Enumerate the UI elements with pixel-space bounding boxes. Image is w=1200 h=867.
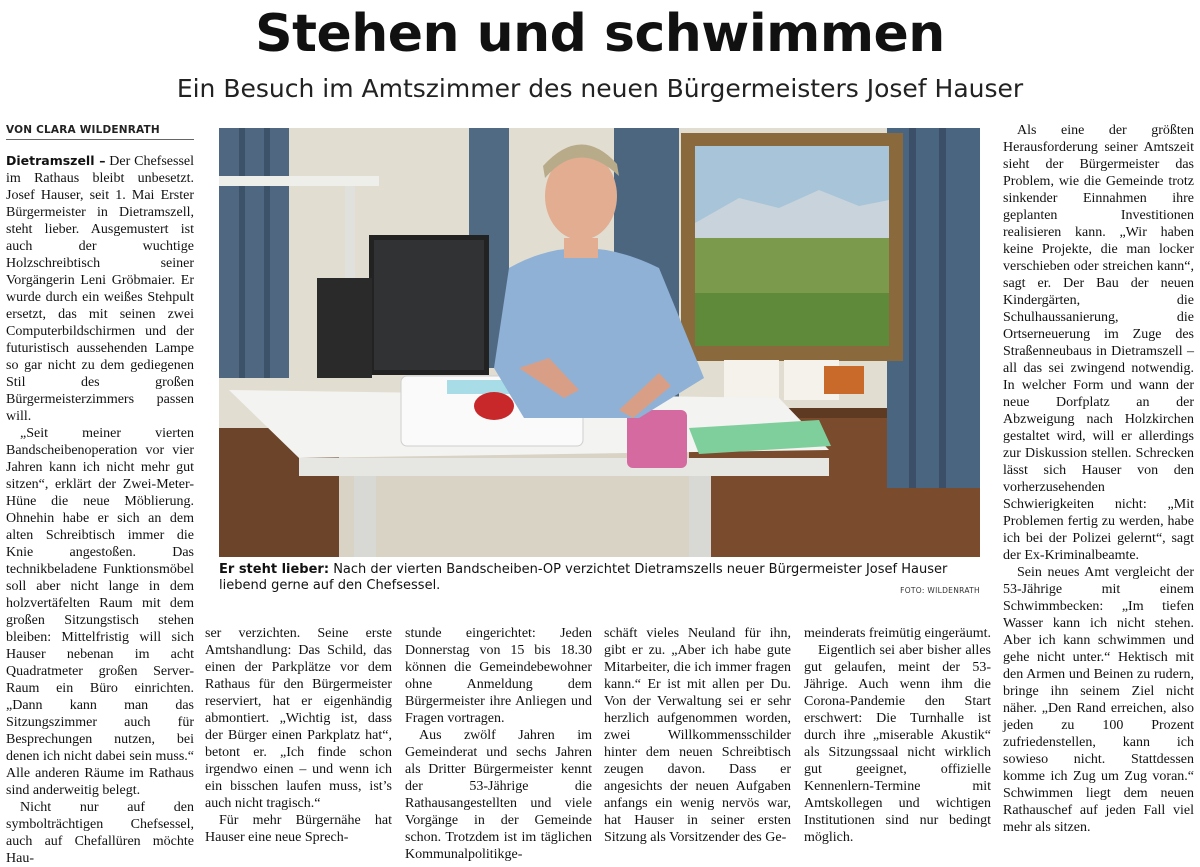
article-column-6 [1003, 122, 1194, 842]
article-paragraph: „Seit meiner vierten Bandscheibenoperation vor vier Jahren kann ich nicht mehr gut sitzen“, erklärt der Zwei-Meter-Hüne die neue Möblierung. Ohnehin habe er sich an dem alten Schreibtisch immer die Knie angestoßen. Das technikbeladene Funktionsmöbel soll aber nicht lange in dem holzvertäfelten Raum mit dem großen Sitzungstisch stehen bleiben: Mittelfristig will sich Hauser nebenan im acht Quadratmeter großen Server-Raum ein Büro einrichten. „Dann kann man das Sitzungszimmer auch für Besprechungen nutzen, bei denen ich nicht dabei sein muss.“ Alle anderen Räume im Rathaus sind anderweitig belegt. [6, 426, 194, 798]
article-paragraph: meinderats freimütig eingeräumt. [804, 626, 991, 641]
article-paragraph: Für mehr Bürgernähe hat Hauser eine neue Sprech- [205, 813, 392, 845]
article-column-2 [205, 625, 392, 845]
article-paragraph: Als eine der größten Herausforderung seiner Amtszeit sieht der Bürgermeister das Problem, wie die Gemeinde trotz sinkender Einnahmen ihre geplanten Investitionen realisieren kann. „Wir haben keine Projekte, die man locker verschieben oder streichen kann“, sagt er. Der Bau der neuen Kindergärten, die Schulhaussanierung, die Ortserneuerung im Zuge des Straßenneubaus in Dietramszell – all das sei zwingend notwendig. In welcher Form und wann der neue Dorfplatz an der Abzweigung nach Holzkirchen gestaltet wird, will er allerdings zur Diskussion stellen. Schrecken lässt sich Hauser von den vorherzusehenden Schwierigkeiten nicht: „Mit Problemen fertig zu werden, habe ich bei der Polizei gelernt“, sagt der Ex-Kriminalbeamte. [1003, 123, 1194, 563]
article-paragraph: schäft vieles Neuland für ihn, gibt er zu. „Aber ich habe gute Mitarbeiter, die ich immer fragen kann.“ Er ist mit allen per Du. Von der Verwaltung sei er sehr herzlich aufgenommen worden, zwei Willkommensschilder hinter dem neuen Schreibtisch zeugen davon. Dass er angesichts der neuen Aufgaben anfangs ein wenig nervös war, hat Hauser in seiner ersten Sitzung als Vorsitzender des Ge- [604, 626, 791, 845]
dateline: Dietramszell – [6, 153, 106, 168]
article-paragraph: Sein neues Amt vergleicht der 53-Jährige mit einem Schwimmbecken: „Im tiefen Wasser kann ich nicht stehen. Aber ich kann schwimmen und gehe nicht unter.“ Hektisch mit den Armen und Beinen zu rudern, bringe ihn seinem Ziel nicht näher. „Den Rand erreichen, also jeden zu 100 Prozent zufriedenstellen, kann ich sowieso nicht. Stattdessen komme ich Zug um Zug voran.“ Schwimmen liegt dem neuen Rathauschef auf jeden Fall viel mehr als sitzen. [1003, 565, 1194, 835]
article-paragraph: Aus zwölf Jahren im Gemeinderat und sechs Jahren als Dritter Bürgermeister kennt der 53-Jährige die Rathausangestellten und viele Vorgänge in der Gemeinde schon. Trotzdem ist im täglichen Kommunalpolitikge- [405, 728, 592, 862]
caption-text: Nach der vierten Bandscheiben-OP verzichtet Dietramszells neuer Bürgermeister Josef Hauser liebend gerne auf den Chefsessel. [219, 562, 948, 593]
caption-lead: Er steht lieber: [219, 562, 330, 577]
article-column-3 [405, 625, 592, 862]
subheadline: Ein Besuch im Amtszimmer des neuen Bürgermeisters Josef Hauser [176, 74, 1024, 103]
photo-credit: FOTO: WILDENRATH [900, 586, 980, 595]
article-photo [219, 128, 980, 557]
article-paragraph: Eigentlich sei aber bisher alles gut gelaufen, meint der 53-Jährige. Auch wenn ihm die Corona-Pandemie den Start erschwert: Die Turnhalle ist durch ihre „miserable Akustik“ als Sitzungssaal nicht wirklich gut geeignet, offizielle Kennenlern-Termine mit Amtskollegen und wichtigen Institutionen sind nur bedingt möglich. [804, 643, 991, 845]
article-paragraph: Nicht nur auf den symbolträchtigen Chefsessel, auch auf Chefallüren möchte Hau- [6, 800, 194, 866]
article-paragraph: ser verzichten. Seine erste Amtshandlung: Das Schild, das einen der Parkplätze vor dem Rathaus für den Bürgermeister reserviert, hat er eigenhändig abmontiert. „Wichtig ist, dass der Bürger einen Parkplatz hat“, betont er. „Ich finde schon irgendwo einen – und wenn ich ein bisschen laufen muss, ist’s auch nicht tragisch.“ [205, 626, 392, 811]
article-paragraph: Dietramszell – Der Chefsessel im Rathaus bleibt unbesetzt. Josef Hauser, seit 1. Mai Erster Bürgermeister in Dietramszell, steht lieber. Ausgemustert ist auch der wuchtige Holzschreibtisch seiner Vorgängerin Leni Gröbmaier. Er wurde durch ein weißes Stehpult ersetzt, das mit seinen zwei Computerbildschirmen und der futuristisch aussehenden Lampe so gar nicht zu dem gediegenen Stil des großen Bürgermeisterzimmers passen will. [6, 153, 194, 424]
article-column-5 [804, 625, 991, 845]
byline: VON CLARA WILDENRATH [6, 124, 194, 140]
photo-caption [219, 562, 980, 594]
headline: Stehen und schwimmen [255, 4, 945, 64]
photo-mayor-at-standing-desk-icon [219, 128, 980, 557]
article-column-1 [6, 152, 194, 866]
article-column-4 [604, 625, 791, 845]
article-paragraph: stunde eingerichtet: Jeden Donnerstag von 15 bis 18.30 können die Gemeindebewohner ohne Anmeldung dem Bürgermeister ihre Anliegen und Fragen vortragen. [405, 626, 592, 726]
